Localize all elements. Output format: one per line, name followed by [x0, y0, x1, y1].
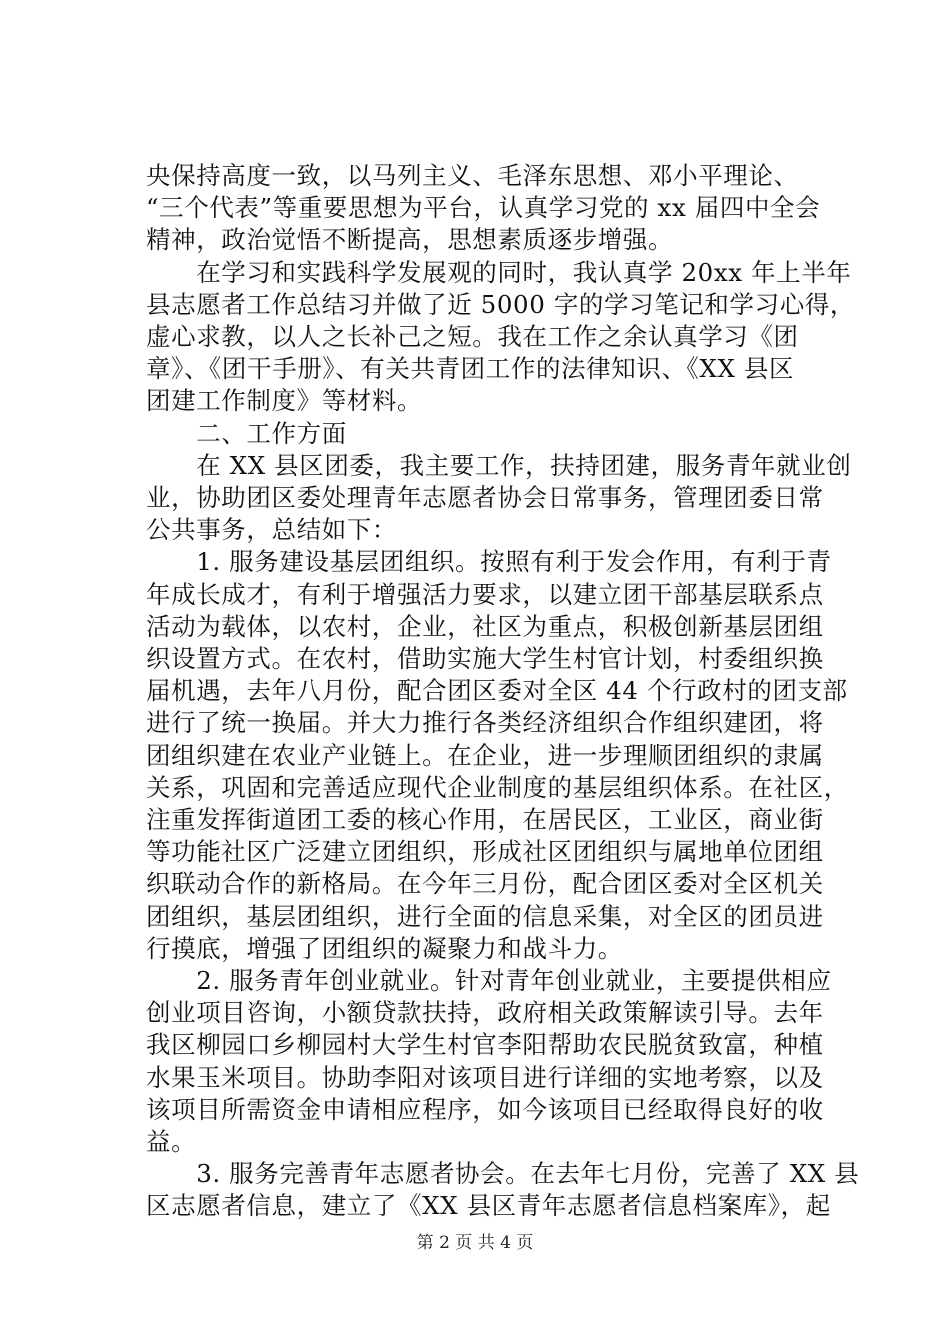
text-line: 业，协助团区委处理青年志愿者协会日常事务，管理团委日常 [146, 483, 824, 512]
page-number-footer: 第 2 页 共 4 页 [416, 1233, 534, 1254]
text-line: 织设置方式。在农村，借助实施大学生村官计划，村委组织换 [146, 644, 824, 673]
text-line: 等功能社区广泛建立团组织，形成社区团组织与属地单位团组 [146, 837, 824, 867]
text-line: 在学习和实践科学发展观的同时，我认真学 20xx 年上半年 [146, 257, 852, 287]
text-line: 进行了统一换届。并大力推行各类经济组织合作组织建团，将 [146, 708, 824, 738]
text-line: 年成长成才，有利于增强活力要求，以建立团干部基层联系点 [146, 579, 824, 609]
text-line: 我区柳园口乡柳园村大学生村官李阳帮助农民脱贫致富，种植 [146, 1030, 824, 1060]
text-line: 团组织建在农业产业链上。在企业，进一步理顺团组织的隶属 [146, 740, 824, 770]
text-line: 公共事务，总结如下： [146, 515, 397, 545]
text-line: 水果玉米项目。协助李阳对该项目进行详细的实地考察，以及 [146, 1062, 824, 1092]
section-heading: 二、工作方面 [146, 418, 347, 448]
text-line: 在 XX 县区团委，我主要工作，扶持团建，服务青年就业创 [146, 450, 852, 480]
text-line: 该项目所需资金申请相应程序，如今该项目已经取得良好的收 [146, 1094, 824, 1124]
text-line: 届机遇，去年八月份，配合团区委对全区 44 个行政村的团支部 [146, 676, 848, 706]
text-line: 注重发挥街道团工委的核心作用，在居民区，工业区，商业街 [146, 805, 824, 834]
text-line: 织联动合作的新格局。在今年三月份，配合团区委对全区机关 [146, 869, 824, 899]
text-line: 活动为载体，以农村，企业，社区为重点，积极创新基层团组 [146, 611, 824, 641]
text-line: 2. 服务青年创业就业。针对青年创业就业，主要提供相应 [146, 966, 832, 995]
text-line: 县志愿者工作总结习并做了近 5000 字的学习笔记和学习心得， [146, 289, 856, 319]
text-line: 1. 服务建设基层团组织。按照有利于发会作用，有利于青 [146, 547, 832, 577]
text-line: 团建工作制度》等材料。 [146, 386, 423, 416]
text-line: 创业项目咨询，小额贷款扶持，政府相关政策解读引导。去年 [146, 998, 824, 1028]
text-line: 精神，政治觉悟不断提高，思想素质逐步增强。 [146, 225, 674, 255]
text-line: 央保持高度一致，以马列主义、毛泽东思想、邓小平理论、 [146, 161, 799, 190]
text-line: 虚心求教，以人之长补己之短。我在工作之余认真学习《团 [146, 322, 799, 351]
text-line: 关系，巩固和完善适应现代企业制度的基层组织体系。在社区， [146, 772, 849, 802]
text-line: “三个代表”等重要思想为平台，认真学习党的 xx 届四中全会 [146, 193, 821, 223]
text-line: 章》、《团干手册》、有关共青团工作的法律知识、《XX 县区 [146, 354, 795, 384]
text-line: 行摸底，增强了团组织的凝聚力和战斗力。 [146, 933, 623, 963]
text-line: 团组织，基层团组织，进行全面的信息采集，对全区的团员进 [146, 901, 824, 931]
text-line: 3. 服务完善青年志愿者协会。在去年七月份，完善了 XX 县 [146, 1159, 860, 1189]
text-line: 区志愿者信息，建立了《XX 县区青年志愿者信息档案库》，起 [146, 1191, 831, 1221]
text-line: 益。 [146, 1127, 197, 1156]
